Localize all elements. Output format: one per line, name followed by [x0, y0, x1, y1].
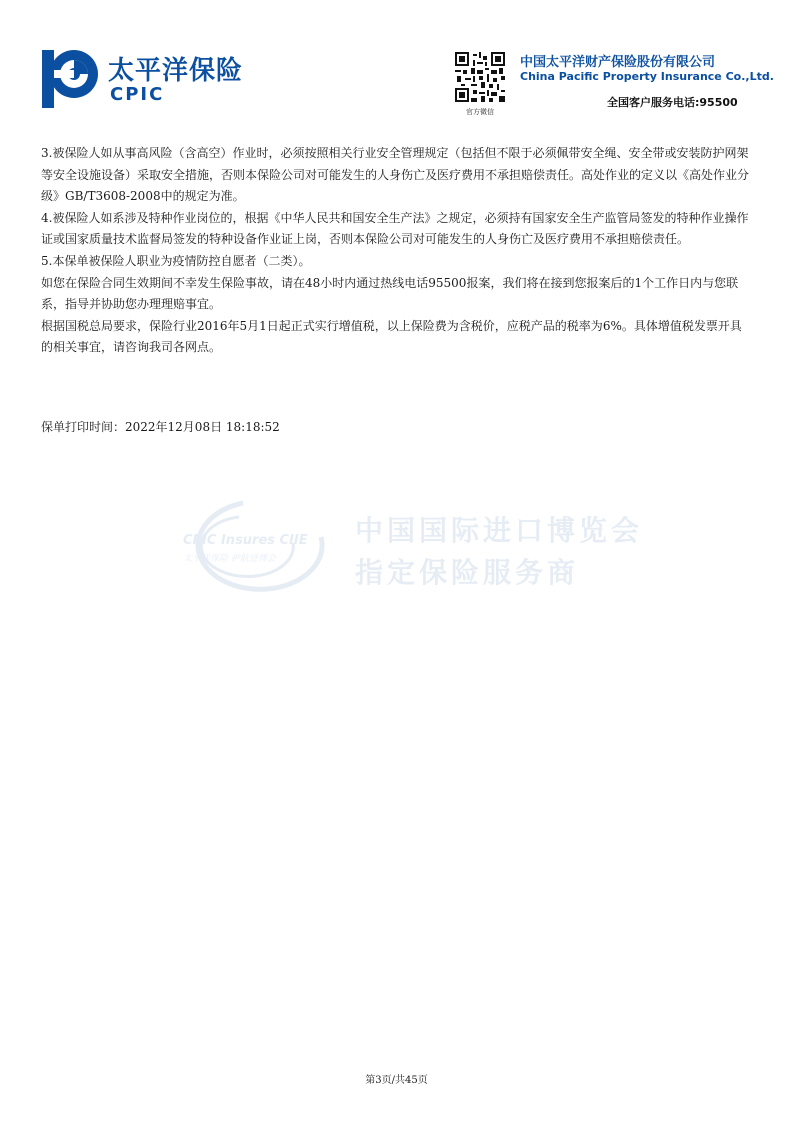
watermark-text-line2: 指定保险服务商 [355, 556, 580, 589]
page-header [0, 0, 793, 120]
term-paragraph-5: 5.本保单被保险人职业为疫情防控自愿者（二类）。 [41, 253, 311, 268]
policy-terms [41, 143, 753, 359]
watermark-text-line1: 中国国际进口博览会 [355, 514, 644, 547]
policy-print-time: 保单打印时间：2022年12月08日 18:18:52 [41, 420, 280, 434]
cpic-logo-icon [42, 44, 100, 108]
claim-notice: 如您在保险合同生效期间不幸发生保险事故，请在48小时内通过热线电话95500报案，我们将在接到您报案后的1个工作日内与您联系，指导并协助您办理理赔事宜。 [41, 275, 739, 312]
logo-text-cn: 太平洋保险 [108, 56, 244, 86]
watermark-badge-subtext: 太平洋保险 护航进博会 [183, 554, 276, 564]
qr-code-label: 官方微信 [466, 108, 494, 116]
logo-text-en: CPIC [110, 84, 165, 105]
ciie-watermark [143, 497, 663, 597]
watermark-badge-text: CPIC Insures CIIE [183, 533, 308, 548]
page-number: 第3页/共45页 [365, 1075, 428, 1086]
term-paragraph-4: 4.被保险人如系涉及特种作业岗位的，根据《中华人民共和国安全生产法》之规定，必须持有国家安全生产监管局签发的特种作业操作证或国家质量技术监督局签发的特种设备作业证上岗，否则本保险公司对可能发生的人身伤亡及医疗费用不承担赔偿责任。 [41, 210, 749, 247]
tax-notice: 根据国税总局要求，保险行业2016年5月1日起正式实行增值税，以上保险费为含税价，应税产品的税率为6%。具体增值税发票开具的相关事宜，请咨询我司各网点。 [41, 318, 742, 355]
qr-code-icon [455, 52, 505, 102]
company-name-cn: 中国太平洋财产保险股份有限公司 [520, 55, 716, 70]
term-paragraph-3: 3.被保险人如从事高风险（含高空）作业时，必须按照相关行业安全管理规定（包括但不限于必须佩带安全绳、安全带或安装防护网架等安全设施设备）采取安全措施，否则本保险公司对可能发生的人身伤亡及医疗费用不承担赔偿责任。高处作业的定义以《高处作业分级》GB/T3608-2008中的规定为准。 [41, 146, 750, 204]
company-name-en: China Pacific Property Insurance Co.,Ltd. [520, 70, 774, 83]
customer-service-hotline: 全国客户服务电话:95500 [607, 96, 738, 109]
